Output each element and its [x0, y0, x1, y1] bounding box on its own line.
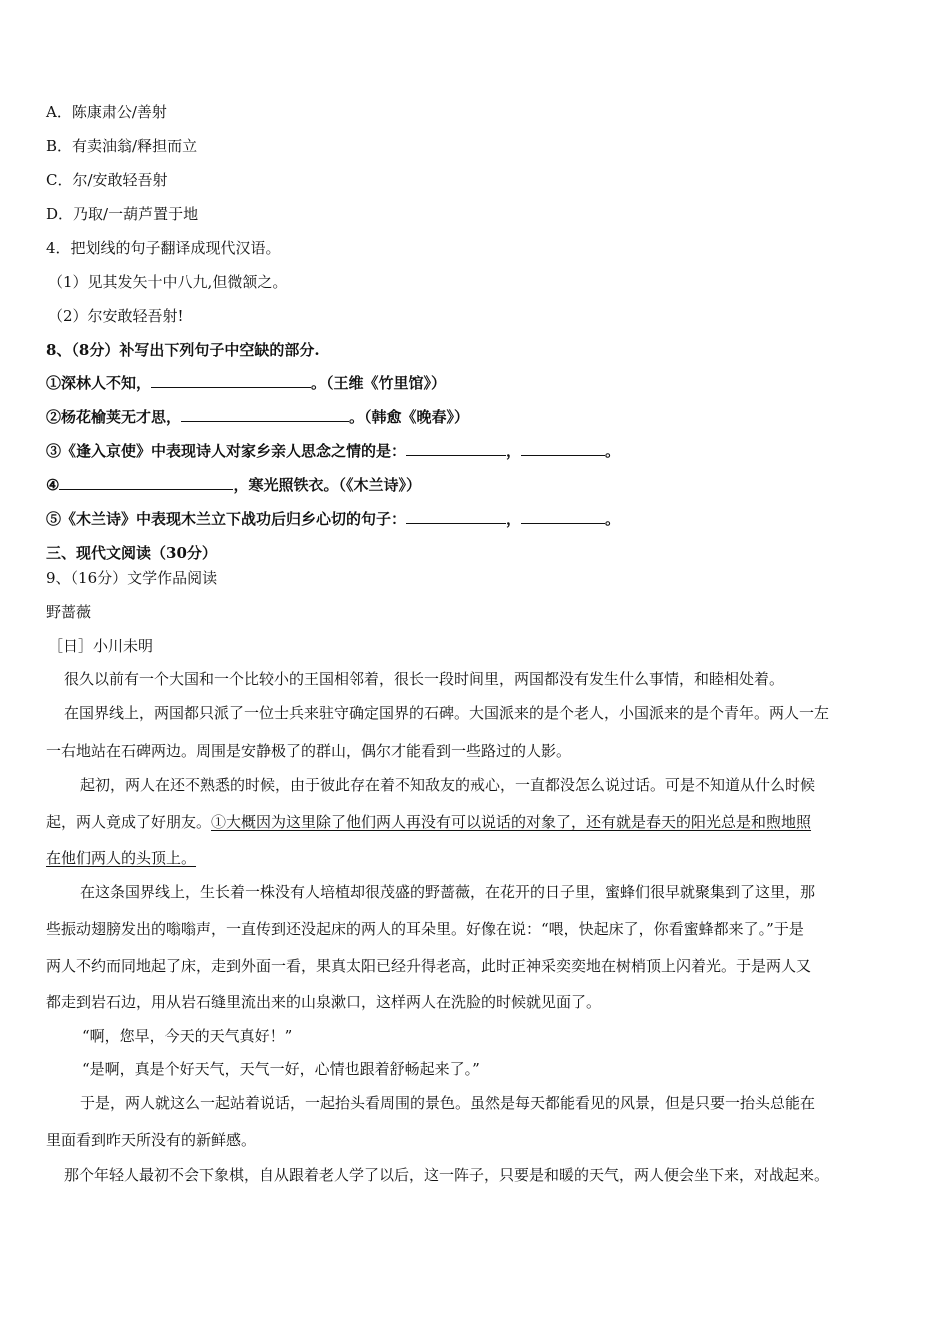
- question-4-title: 4．把划线的句子翻译成现代汉语。: [46, 239, 281, 257]
- paragraph-2-line-2: 一右地站在石碑两边。周围是安静极了的群山，偶尔才能看到一些路过的人影。: [46, 742, 572, 760]
- paragraph-4-line-2: 些振动翅膀发出的嗡嗡声，一直传到还没起床的两人的耳朵里。好像在说：“喂，快起床了，你看蜜蜂都来了。”于是: [46, 920, 804, 938]
- paragraph-2-line-1: 在国界线上，两国都只派了一位士兵来驻守确定国界的石碑。大国派来的是个老人，小国派来的是个青年。两人一左: [64, 704, 830, 722]
- fill-line-5-period: 。: [605, 510, 621, 528]
- paragraph-4-line-4: 都走到岩石边，用从岩石缝里流出来的山泉漱口，这样两人在洗脸的时候就见面了。: [46, 993, 602, 1011]
- question-8-title: 8、（8分）补写出下列句子中空缺的部分.: [46, 341, 320, 359]
- fill-blank-3a[interactable]: [406, 441, 506, 456]
- option-d: D．乃取/一葫芦置于地: [46, 205, 199, 223]
- option-c: C．尔/安敢轻吾射: [46, 171, 168, 189]
- fill-line-2-prefix: ②杨花榆荚无才思，: [46, 408, 182, 426]
- question-4-sentence-1: （1）见其发矢十中八九,但微颔之。: [48, 273, 288, 291]
- question-9-title: 9、（16分）文学作品阅读: [46, 569, 218, 587]
- paragraph-4-line-1: 在这条国界线上，生长着一株没有人培植却很茂盛的野蔷薇，在花开的日子里，蜜蜂们很早就聚集到了这里，那: [80, 883, 816, 901]
- fill-blank-5b[interactable]: [521, 509, 605, 524]
- story-title: 野蔷薇: [46, 603, 92, 621]
- fill-line-3-comma: ，: [506, 442, 522, 460]
- paragraph-3-line-2: [46, 812, 811, 832]
- fill-line-1: [46, 373, 446, 393]
- option-a: A．陈康肃公/善射: [46, 103, 167, 121]
- paragraph-3-line-3: 在他们两人的头顶上。: [46, 849, 197, 867]
- fill-blank-5a[interactable]: [406, 509, 506, 524]
- fill-blank-1[interactable]: [151, 373, 311, 388]
- paragraph-5-line-2: 里面看到昨天所没有的新鲜感。: [46, 1131, 257, 1149]
- option-b: B．有卖油翁/释担而立: [46, 137, 198, 155]
- paragraph-5-line-1: 于是，两人就这么一起站着说话，一起抬头看周围的景色。虽然是每天都能看见的风景，但是只要一抬头总能在: [80, 1094, 816, 1112]
- fill-line-1-prefix: ①深林人不知，: [46, 374, 152, 392]
- fill-line-5: [46, 509, 620, 529]
- fill-line-2-suffix: 。（韩愈《晚春》）: [349, 408, 470, 426]
- paragraph-3-text: 起，两人竟成了好朋友。: [46, 813, 212, 831]
- fill-line-1-suffix: 。（王维《竹里馆》）: [311, 374, 447, 392]
- paragraph-1: 很久以前有一个大国和一个比较小的王国相邻着，很长一段时间里，两国都没有发生什么事情，和睦相处着。: [64, 670, 785, 688]
- paragraph-6: 那个年轻人最初不会下象棋，自从跟着老人学了以后，这一阵子，只要是和暖的天气，两人便会坐下来，对战起来。: [64, 1166, 830, 1184]
- fill-line-5-prefix: ⑤《木兰诗》中表现木兰立下战功后归乡心切的句子：: [46, 510, 407, 528]
- question-4-sentence-2: （2）尔安敢轻吾射!: [48, 307, 184, 325]
- dialogue-1: “啊，您早，今天的天气真好！”: [82, 1027, 293, 1045]
- fill-line-4-suffix: ，寒光照铁衣。（《木兰诗》）: [233, 476, 421, 494]
- fill-line-3-period: 。: [605, 442, 621, 460]
- dialogue-2: “是啊，真是个好天气，天气一好，心情也跟着舒畅起来了。”: [82, 1060, 480, 1078]
- fill-blank-2[interactable]: [181, 407, 349, 422]
- fill-line-3: [46, 441, 620, 461]
- paragraph-4-line-3: 两人不约而同地起了床，走到外面一看，果真太阳已经升得老高，此时正神采奕奕地在树梢顶上闪着光。于是两人又: [46, 957, 812, 975]
- section-3-title: 三、现代文阅读（30分）: [46, 544, 217, 562]
- fill-line-4-prefix: ④: [46, 476, 60, 494]
- fill-line-2: [46, 407, 469, 427]
- underlined-sentence: ①大概因为这里除了他们两人再没有可以说话的对象了，还有就是春天的阳光总是和煦地照: [211, 813, 812, 831]
- story-author: ［日］小川未明: [48, 637, 154, 655]
- paragraph-3-line-1: 起初，两人在还不熟悉的时候，由于彼此存在着不知敌友的戒心，一直都没怎么说过话。可是不知道从什么时候: [80, 776, 816, 794]
- fill-line-3-prefix: ③《逢入京使》中表现诗人对家乡亲人思念之情的是：: [46, 442, 407, 460]
- fill-blank-3b[interactable]: [521, 441, 605, 456]
- fill-line-5-comma: ，: [506, 510, 522, 528]
- fill-blank-4[interactable]: [59, 475, 233, 490]
- fill-line-4: [46, 475, 421, 495]
